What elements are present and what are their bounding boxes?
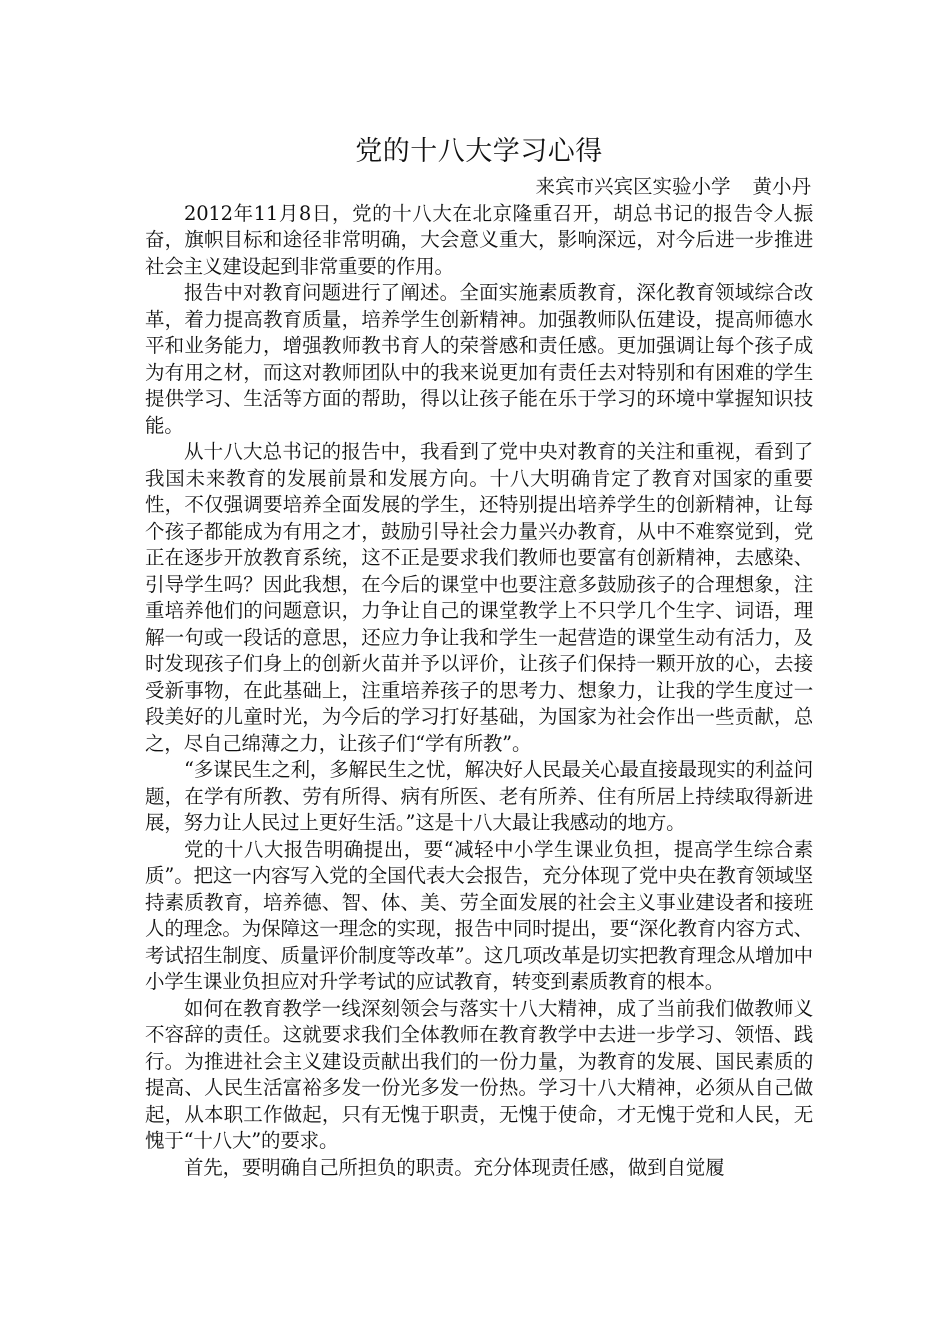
page-title: 党的十八大学习心得 <box>355 136 603 167</box>
document-content <box>145 132 813 1181</box>
paragraph: 从十八大总书记的报告中，我看到了党中央对教育的关注和重视，看到了我国未来教育的发展前景和发展方向。十八大明确肯定了教育对国家的重要性，不仅强调要培养全面发展的学生，还特别提出培养学生的创新精神，让每个孩子都能成为有用之才，鼓励引导社会力量兴办教育，从中不难察觉到，党正在逐步开放教育系统，这不正是要求我们教师也要富有创新精神，去感染、引导学生吗？因此我想，在今后的课堂中也要注意多鼓励孩子的合理想象，注重培养他们的问题意识，力争让自己的课堂教学上不只学几个生字、词语，理解一句或一段话的意思，还应力争让我和学生一起营造的课堂生动有活力，及时发现孩子们身上的创新火苗并予以评价，让孩子们保持一颗开放的心，去接受新事物，在此基础上，注重培养孩子的思考力、想象力，让我的学生度过一段美好的儿童时光，为今后的学习打好基础，为国家为社会作出一些贡献，总之，尽自己绵薄之力，让孩子们“学有所教”。 <box>145 440 813 755</box>
paragraph: 2012年11月8日，党的十八大在北京隆重召开，胡总书记的报告令人振奋，旗帜目标和途径非常明确，大会意义重大，影响深远，对今后进一步推进社会主义建设起到非常重要的作用。 <box>145 201 813 278</box>
paragraph: 如何在教育教学一线深刻领会与落实十八大精神，成了当前我们做教师义不容辞的责任。这就要求我们全体教师在教育教学中去进一步学习、领悟、践行。为推进社会主义建设贡献出我们的一份力量，为教育的发展、国民素质的提高、人民生活富裕多发一份光多发一份热。学习十八大精神，必须从自己做起，从本职工作做起，只有无愧于职责，无愧于使命，才无愧于党和人民，无愧于“十八大”的要求。 <box>145 996 813 1152</box>
article-body <box>145 201 813 1182</box>
author-line <box>145 174 813 201</box>
paragraph: 报告中对教育问题进行了阐述。全面实施素质教育，深化教育领域综合改革，着力提高教育质量，培养学生创新精神。加强教师队伍建设，提高师德水平和业务能力，增强教师教书育人的荣誉感和责任感。更加强调让每个孩子成为有用之材，而这对教师团队中的我来说更加有责任去对特别和有困难的学生提供学习、生活等方面的帮助，得以让孩子能在乐于学习的环境中掌握知识技能。 <box>145 281 813 437</box>
paragraph: 首先，要明确自己所担负的职责。充分体现责任感，做到自觉履 <box>184 1155 725 1179</box>
author-name: 黄小丹 <box>752 175 811 198</box>
paragraph: “多谋民生之利，多解民生之忧，解决好人民最关心最直接最现实的利益问题，在学有所教、劳有所得、病有所医、老有所养、住有所居上持续取得新进展，努力让人民过上更好生活。”这是十八大最让我感动的地方。 <box>145 758 813 834</box>
author-school: 来宾市兴宾区实验小学 <box>535 175 731 198</box>
paragraph: 党的十八大报告明确提出，要“减轻中小学生课业负担，提高学生综合素质”。把这一内容写入党的全国代表大会报告，充分体现了党中央在教育领域坚持素质教育，培养德、智、体、美、劳全面发展的社会主义事业建设者和接班人的理念。为保障这一理念的实现，报告中同时提出，要“深化教育内容方式、考试招生制度、质量评价制度等改革”。这几项改革是切实把教育理念从增加中小学生课业负担应对升学考试的应试教育，转变到素质教育的根本。 <box>145 837 813 993</box>
